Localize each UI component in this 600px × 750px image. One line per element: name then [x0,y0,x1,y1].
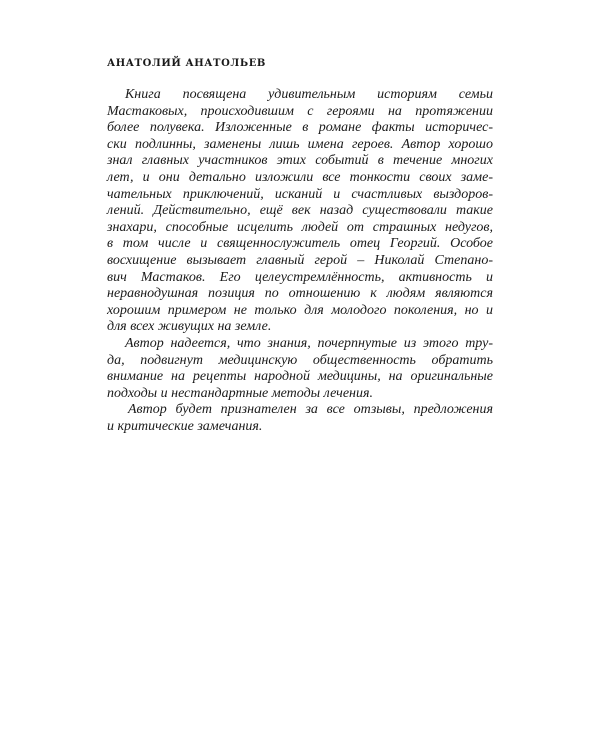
text-line: Мастаковых, происходившим с героями на протяжении [107,103,493,119]
text-line: чательных приключений, исканий и счастливых выздоров- [107,186,493,202]
text-line: для всех живущих на земле. [107,319,272,335]
text-line: лет, и они детально изложили все тонкости своих заме- [107,169,493,185]
text-line: вич Мастаков. Его целеустремлённость, активность и [107,269,493,285]
text-line: неравнодушная позиция по отношению к людям являются [107,286,493,302]
running-header-author: АНАТОЛИЙ АНАТОЛЬЕВ [107,58,266,69]
text-line: знахари, способные исцелить людей от страшных недугов, [107,219,493,235]
text-line: Книга посвящена удивительным историям семьи [125,87,493,102]
text-line: подходы и нестандартные методы лечения. [107,385,373,401]
text-line: лений. Действительно, ещё век назад существовали такие [107,203,493,219]
text-line: внимание на рецепты народной медицины, на оригинальные [107,369,493,385]
text-line: ски подлинны, заменены лишь имена героев. Автор хорошо [107,136,493,152]
text-line: и критические замечания. [107,418,263,434]
text-line: более полувека. Изложенные в романе факты историчес- [107,120,493,136]
text-line: Автор надеется, что знания, почерпнутые из этого тру- [125,335,493,351]
text-line: Автор будет признателен за все отзывы, предложения [128,402,493,418]
annotation-text [107,87,493,435]
text-line: в том числе и священнослужитель отец Георгий. Особое [107,236,493,252]
text-line: знал главных участников этих событий в течение многих [107,153,493,169]
text-line: восхищение вызывает главный герой – Николай Степано- [107,252,493,268]
text-line: хорошим примером не только для молодого поколения, но и [107,302,493,318]
text-line: да, подвигнут медицинскую общественность обратить [107,352,493,368]
